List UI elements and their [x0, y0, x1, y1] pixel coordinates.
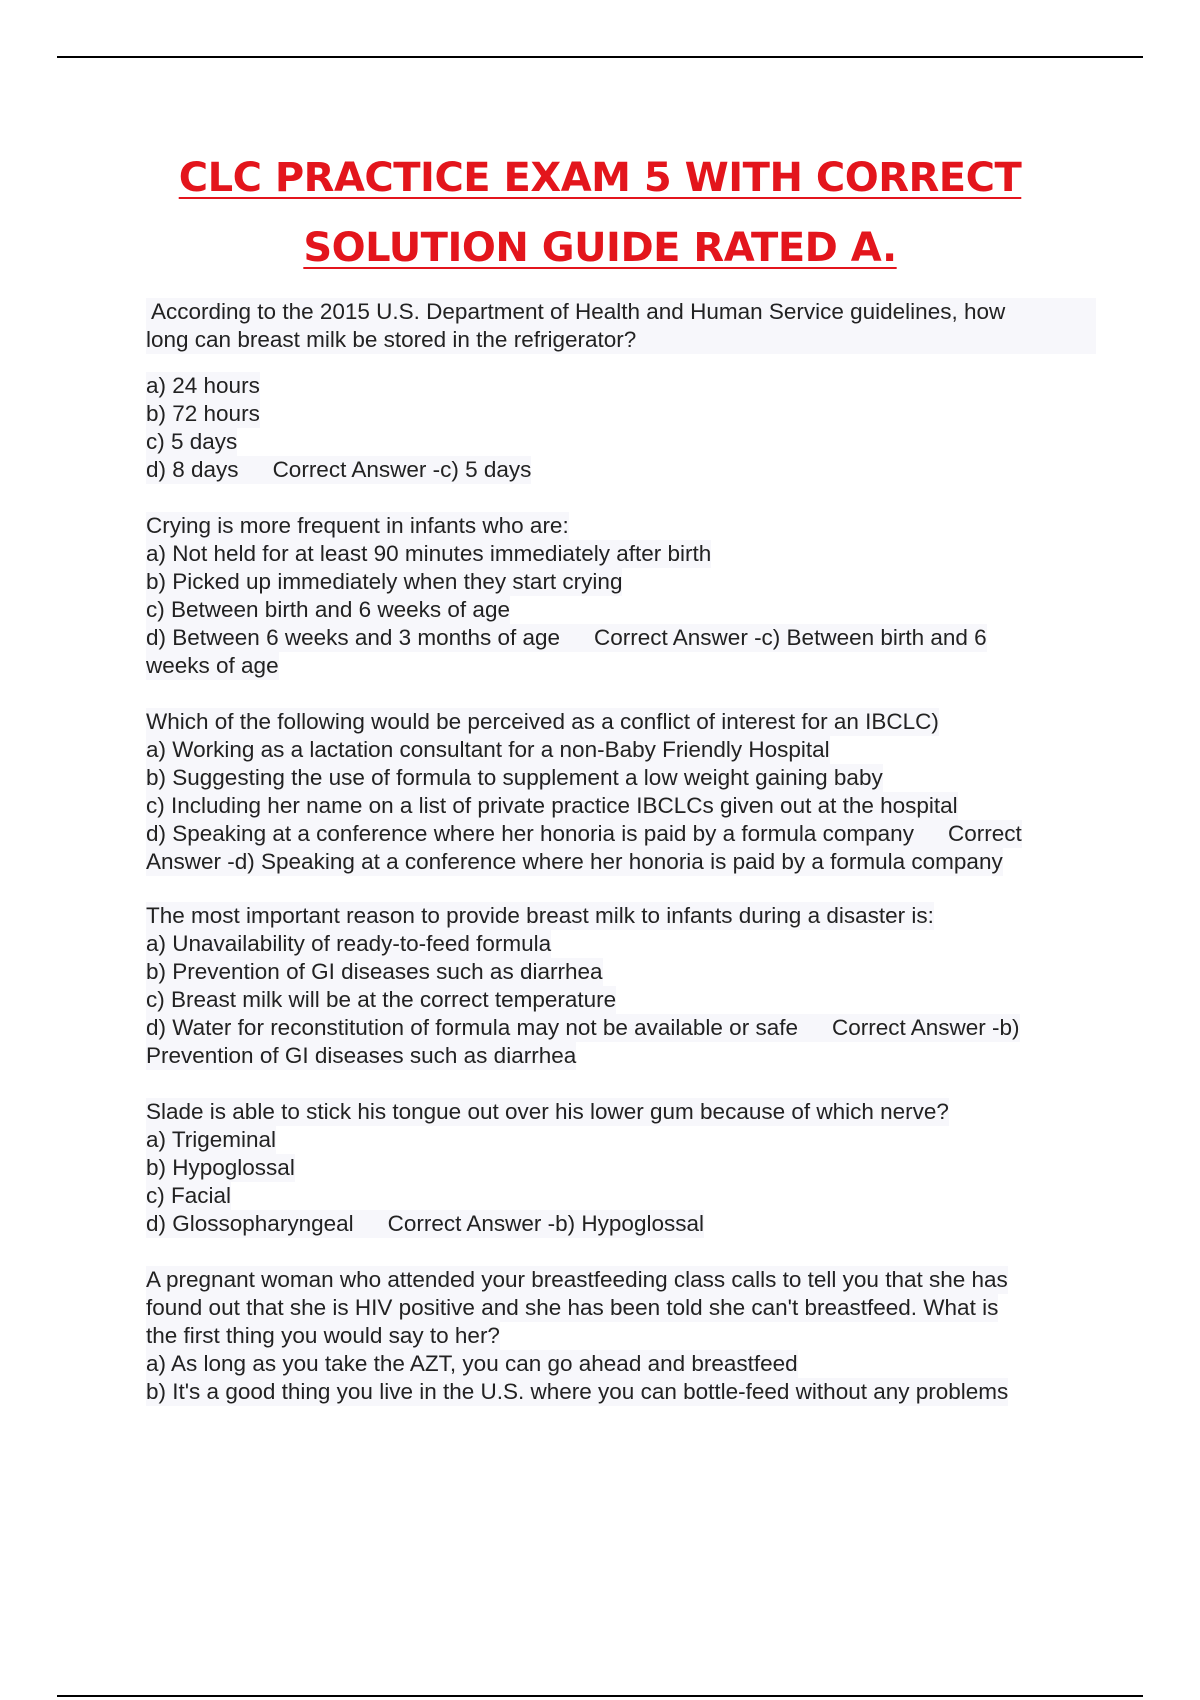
question-6-prompt-line-1: A pregnant woman who attended your breastfeeding class calls to tell you that she has	[146, 1267, 1008, 1292]
question-5-option-a: a) Trigeminal	[146, 1127, 277, 1152]
question-1-correct-answer: Correct Answer -c) 5 days	[272, 457, 532, 482]
question-5-prompt: Slade is able to stick his tongue out over his lower gum because of which nerve?	[146, 1099, 949, 1124]
top-rule	[57, 56, 1143, 58]
question-2	[146, 512, 1096, 680]
question-5-option-d: d) Glossopharyngeal	[146, 1211, 354, 1236]
question-3-option-b: b) Suggesting the use of formula to supplement a low weight gaining baby	[146, 765, 883, 790]
question-2-option-d: d) Between 6 weeks and 3 months of age	[146, 625, 561, 650]
question-4-option-d-line	[146, 1014, 1020, 1042]
question-5-option-d-line	[146, 1210, 704, 1238]
question-5-option-c: c) Facial	[146, 1183, 232, 1208]
title-line-2: SOLUTION GUIDE RATED A.	[303, 225, 897, 271]
question-3-option-d: d) Speaking at a conference where her honoria is paid by a formula company	[146, 821, 914, 846]
question-1-option-b: b) 72 hours	[146, 401, 260, 426]
question-1-prompt-line-1: According to the 2015 U.S. Department of Health and Human Service guidelines, how	[146, 298, 1096, 326]
question-1-option-a: a) 24 hours	[146, 373, 260, 398]
question-4-option-b: b) Prevention of GI diseases such as diarrhea	[146, 959, 603, 984]
question-6-prompt-line-2: found out that she is HIV positive and she has been told she can't breastfeed. What is	[146, 1295, 999, 1320]
title-line-1: CLC PRACTICE EXAM 5 WITH CORRECT	[178, 155, 1022, 201]
question-4-option-a: a) Unavailability of ready-to-feed formula	[146, 931, 552, 956]
question-3-option-d-line	[146, 820, 1022, 848]
document-title	[0, 143, 1200, 283]
question-3-correct-answer: Correct	[947, 821, 1022, 846]
question-2-correct-answer: Correct Answer -c) Between birth and 6	[594, 625, 987, 650]
question-2-correct-answer-cont: weeks of age	[146, 653, 279, 678]
question-6-option-a: a) As long as you take the AZT, you can go ahead and breastfeed	[146, 1351, 798, 1376]
question-3-prompt: Which of the following would be perceived as a conflict of interest for an IBCLC)	[146, 709, 939, 734]
question-5-option-b: b) Hypoglossal	[146, 1155, 295, 1180]
question-6-prompt-line-3: the first thing you would say to her?	[146, 1323, 500, 1348]
question-4-option-c: c) Breast milk will be at the correct temperature	[146, 987, 617, 1012]
question-1	[146, 298, 1096, 484]
question-4-option-d: d) Water for reconstitution of formula may not be available or safe	[146, 1015, 798, 1040]
question-1-option-d-line	[146, 456, 531, 484]
bottom-rule	[57, 1695, 1143, 1697]
question-6-option-b: b) It's a good thing you live in the U.S. where you can bottle-feed without any problems	[146, 1379, 1009, 1404]
question-2-option-d-line	[146, 624, 987, 652]
question-4-correct-answer: Correct Answer -b)	[831, 1015, 1020, 1040]
question-3-option-c: c) Including her name on a list of private practice IBCLCs given out at the hospital	[146, 793, 958, 818]
question-2-prompt: Crying is more frequent in infants who are:	[146, 513, 569, 538]
question-6	[146, 1266, 1096, 1406]
question-1-option-d: d) 8 days	[146, 457, 239, 482]
question-2-option-c: c) Between birth and 6 weeks of age	[146, 597, 510, 622]
question-2-option-b: b) Picked up immediately when they start crying	[146, 569, 623, 594]
question-1-prompt-line-2: long can breast milk be stored in the refrigerator?	[146, 326, 1096, 354]
question-1-option-c: c) 5 days	[146, 429, 238, 454]
question-4	[146, 902, 1096, 1070]
question-5	[146, 1098, 1096, 1238]
question-5-correct-answer: Correct Answer -b) Hypoglossal	[387, 1211, 704, 1236]
question-4-correct-answer-cont: Prevention of GI diseases such as diarrhea	[146, 1043, 577, 1068]
question-list	[146, 298, 1096, 1406]
question-3	[146, 708, 1096, 876]
question-2-option-a: a) Not held for at least 90 minutes immediately after birth	[146, 541, 712, 566]
question-4-prompt: The most important reason to provide breast milk to infants during a disaster is:	[146, 903, 934, 928]
question-3-correct-answer-cont: Answer -d) Speaking at a conference where her honoria is paid by a formula company	[146, 849, 1003, 874]
question-3-option-a: a) Working as a lactation consultant for a non-Baby Friendly Hospital	[146, 737, 830, 762]
